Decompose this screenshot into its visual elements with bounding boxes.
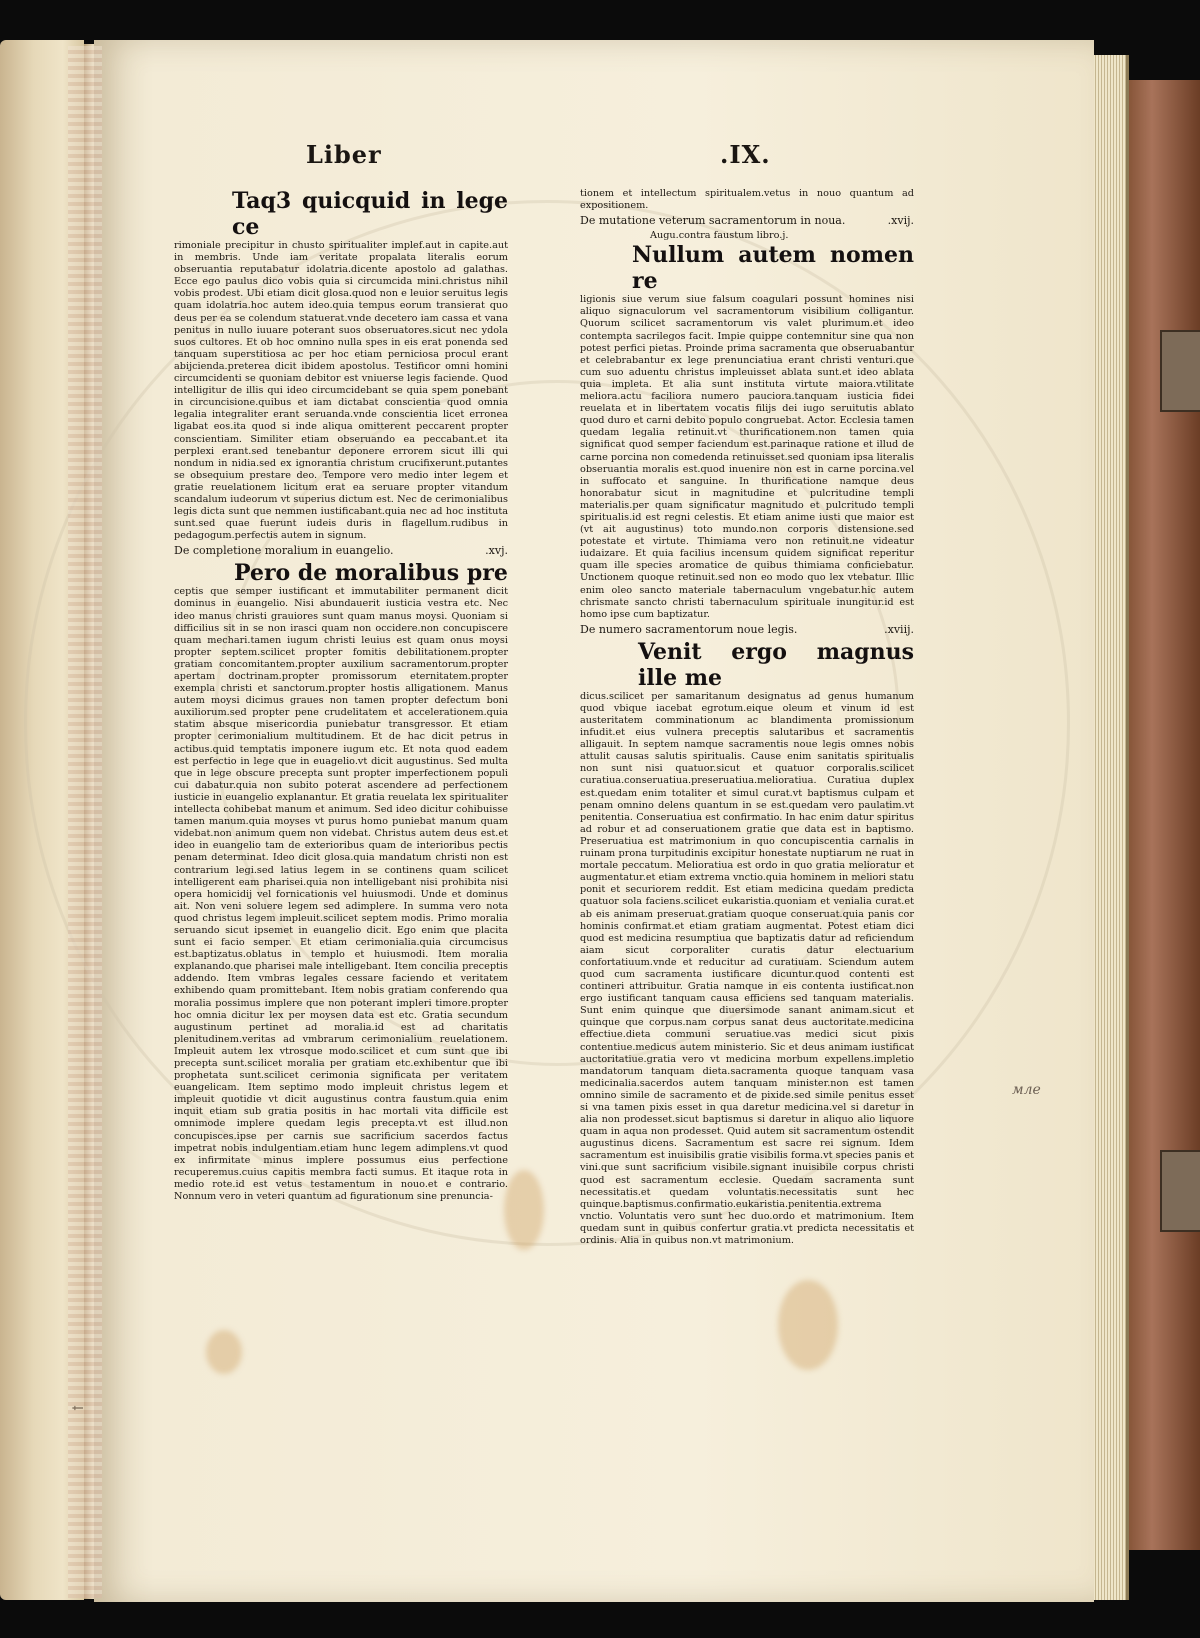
chapter-rubric: [174, 544, 508, 558]
chapter-number: .xvj.: [485, 544, 508, 558]
running-head-left: Liber: [306, 140, 382, 169]
rubric-title: De mutatione veterum sacramentorum in noua.: [580, 214, 846, 228]
clasp-upper: [1160, 330, 1200, 412]
left-text-column: [174, 188, 508, 1203]
body-paragraph: rimoniale precipitur in chusto spiritualiter implef.aut in capite.aut in membris. Unde iam veritate propalata literalis eorum obseruantia reputabatur idolatria.dicente apostolo ad galathas. Ecce ego paulus dico vobis quia si circumcida mini.christus nihil vobis prodest. Ubi etiam dicit glosa.quod non e leuior seruitus legis quam idolatria.hoc autem ideo.quia tempus eorum transierat quo deus per ea se colendum statuerat.vnde decetero iam cassa et vana penitus in nullo iuuare poterant suos obseruatores.sicut nec ydola suos cultores. Et ob hoc omnino nulla spes in eis erat ponenda sed tanquam superstitiosa ac per hoc etiam perniciosa procul erant abijcienda.preterea dicit ibidem apostolus. Testificor omni homini circumcidenti se quoniam debitor est vniuerse legis faciende. Quod intelligitur de illis qui ideo circumcidebant se quia spem ponebant in circuncisione.quibus et iam dictabat conscientia quod omnia legalia integraliter erant seruanda.vnde conscientia licet erronea ligabat eos.ita quod si inde aliqua omitterent peccarent propter conscientiam. Similiter etiam obseruando ea peccabant.et ita perplexi erant.sed tenebantur deponere errorem sicut illi qui nondum in nidia.sed ex ignorantia christum crucifixerunt.putantes se obsequium prestare deo. Tempore vero medio inter legem et gratie reuelationem licitum erat ea seruare propter vitandum scandalum iudeorum vt superius dictum est. Nec de cerimonialibus legis dicta sunt que nemmen iustificabant.quia nec ad hoc instituta sunt.sed quae fuerunt iudeis duris in flagellum.rudibus in pedagogum.perfectis autem in signum.: [174, 240, 508, 542]
running-head-right: .IX.: [720, 140, 771, 169]
source-note: Augu.contra faustum libro.j.: [650, 230, 789, 242]
section-opening: Taq3 quicquid in lege ce: [232, 188, 508, 240]
right-text-column: [580, 188, 914, 1247]
body-paragraph: tionem et intellectum spiritualem.vetus in nouo quantum ad expositionem.: [580, 188, 914, 212]
clasp-lower: [1160, 1150, 1200, 1232]
chapter-number: .xvij.: [887, 214, 914, 228]
rubric-title: De completione moralium in euangelio.: [174, 544, 394, 558]
body-paragraph: dicus.scilicet per samaritanum designatus ad genus humanum quod vbique iacebat egrotum.eique oleum et vinum id est austeritatem comminationum ac blandimenta promissionum infudit.et eius vulnera preceptis salutaribus et sacramentis alligauit. In septem namque sacramentis noue legis omnes nobis attulit causas salutis spiritualis. Cause enim sanitatis spiritualis non sunt nisi quatuor.sicut et quatuor corporalis.scilicet curatiua.conseruatiua.preseruatiua.melioratiua. Curatiua duplex est.quedam enim totaliter et simul curat.vt baptismus culpam et penam omnino delens quantum in se est.quedam vero paulatim.vt penitentia. Conseruatiua est confirmatio. In hac enim datur spiritus ad robur et ad conseruationem gratie que data est in baptismo. Preseruatiua est matrimonium in quo concupiscentia carnalis in ruinam prona turpitudinis excipitur honestate nuptiarum ne ruat in mortale peccatum. Melioratiua est ordo in quo gratia melioratur et augmentatur.et etiam extrema vnctio.quia hominem in meliori statu ponit et securiorem reddit. Est etiam medicina quedam predicta quatuor sola faciens.scilicet eukaristia.quoniam et venialia curat.et ab eis animam preseruat.gratiam quoque conseruat.quia panis cor hominis confirmat.et etiam gratiam augmentat. Potest etiam dici quod est medicina resumptiua que baptizatis datur ad reficiendum aiam sicut corporaliter curatis datur electuarium confortatiuum.vnde et reducitur ad curatiuam. Sciendum autem quod cum sacramenta iustificare dicuntur.quod contenti est contineri attribuitur. Gratia namque in eis contenta iustificat.non ergo iustificant tanquam causa efficiens sed tanquam materialis. Sunt enim quinque que diuersimode sanant animam.sicut et quinque que corpus.nam corpus sanat deus auctoritate.medicina effectiue.dieta communi seruatiue.vas medici sicut pixis contentiue.medicus autem ministerio. Sic et deus animam iustificat auctoritatiue.gratia vero vt medicina morbum expellens.impletio mandatorum tanquam dieta.sacramenta quoque tanquam vasa medicinalia.sacerdos autem tanquam minister.non est tamen omnino simile de sacramento et de pixide.sed simile penitus esset si vna tamen pixis esset in qua daretur medicina.vel si daretur in alia non prodesset.sicut baptismus si daretur in aliquo alio liquore quam in aqua non prodesset. Quid autem sit sacramentum ostendit augustinus dicens. Sacramentum est sacre rei signum. Idem sacramentum est inuisibilis gratie visibilis forma.vt species panis et vini.que sunt sacrificium visibile.signant inuisibile corpus christi quod est sacramentum ecclesie. Quedam sacramenta sunt necessitatis.et quedam voluntatis.necessitatis sunt hec quinque.baptismus.confirmatio.eukaristia.penitentia.extrema vnctio. Voluntatis vero sunt hec duo.ordo et matrimonium. Item quedam sunt in quibus confertur gratia.vt predicta necessitatis et ordinis. Alia in quibus non.vt matrimonium.: [580, 690, 914, 1247]
foxing-stain: [206, 1330, 242, 1374]
chapter-rubric: [580, 623, 914, 637]
body-paragraph: ligionis siue verum siue falsum coagulari possunt homines nisi aliquo signaculorum vel sacramentorum visibilium colligantur. Quorum scilicet sacramentorum vis valet plurimum.et ideo contempta sacrilegos facit. Impie quippe contemnitur sine qua non potest perfici pietas. Proinde prima sacramenta que obseruabantur et celebrabantur ex lege prenunciatiua erant christi venturi.que cum suo aduentu christus impleuisset ablata sunt.et ideo ablata quia impleta. Et alia sunt instituta virtute maiora.vtilitate meliora.actu faciliora numero pauciora.tanquam iusticia fidei reuelata et in libertatem vocatis filijs dei iugo seruitutis ablato quod duro et carni debito populo congruebat. Actor. Ecclesia tamen quedam legalia retinuit.vt thurificationem.non tamen quia significat quod semper faciendum est.parinaque ratione et illud de carne porcina non comedenda retinuisset.sed quoniam ipsa literalis obseruantia moralis est.quod inuenire non est in carne porcina.vel in suffocato et sanguine. In thurificatione namque deus honorabatur sicut in magnitudine et pulcritudine templi materialis.per quam significatur magnitudo et pulcritudo templi spiritualis.id est regni celestis. Et etiam anime iusti que maior est (vt ait augustinus) toto mundo.non corporis distensione.sed potestate et virtute. Thimiama vero non retinuit.ne videatur iudaizare. Et quia facilius incensum quidem significat reperitur quam ille species aromatice de quibus thimiama conficiebatur. Unctionem quoque retinuit.sed non eo modo quo lex vtebatur. Illic enim oleo sancto materiale tabernaculum vngebatur.hic autem chrismate sancto christi tabernaculum spirituale inungitur.id est homo ipse cum baptizatur.: [580, 294, 914, 620]
edge-mark: ꝉ: [70, 1405, 87, 1411]
section-opening: Venit ergo magnus ille me: [638, 638, 914, 691]
body-paragraph: ceptis que semper iustificant et immutabiliter permanent dicit dominus in euangelio. Nisi abundauerit iusticia vestra etc. Nec ideo manus christi grauiores sunt quam manus moysi. Quoniam si difficilius sit in se non irasci quam non occidere.non concupiscere quam mechari.tamen iugum christi leuius est quam onus moysi propter septem.scilicet propter fomitis debilitationem.propter gratiam concomitantem.propter auxilium sacramentorum.propter apertam doctrinam.propter promissorum eternitatem.propter exempla christi et sanctorum.propter hostis alligationem. Manus autem moysi dicimus graues non tamen propter defectum boni auxiliorum.sed propter pene crudelitatem et accelerationem.quia statim absque misericordia puniebatur transgressor. Et etiam propter cerimonialium multitudinem. Et de hac dicit petrus in actibus.quid temptatis imponere iugum etc. Et nota quod eadem est perfectio in lege que in euagelio.vt dicit augustinus. Sed multa que in lege obscure precepta sunt propter imperfectionem populi cui dabatur.quia non subito poterat ascendere ad perfectionem iusticie in euangelio explanantur. Et gratia reuelata lex spiritualiter intellecta cohibebat manum et animum. Sed ideo dicitur cohibuisse tamen manum.quia moyses vt purus homo puniebat manum quam videbat.non animum quem non videbat. Christus autem deus est.et ideo in euangelio tam de exterioribus quam de interioribus pectis penam determinat. Ideo dicit glosa.quia mandatum christi non est contrarium legi.sed latius legem in se continens quam scilicet intelligerent eam pharisei.quia non intelligebant nisi prohibita nisi opera homicidij vel fornicationis vel huiusmodi. Unde et dominus ait. Non veni soluere legem sed adimplere. In summa vero nota quod christus legem impleuit.scilicet septem modis. Primo moralia seruando sicut ipsemet in euangelio dicit. Ego enim que placita sunt ei facio semper. Et etiam cerimonialia.quia circumcisus est.baptizatus.oblatus in templo et huiusmodi. Item moralia explanando.que pharisei male intelligebant. Item concilia preceptis addendo. Item vmbras legales cessare faciendo et veritatem exhibendo quam promittebant. Item nobis gratiam conferendo qua moralia possimus implere que non poterant impleri timore.propter hoc omnia dicitur lex per moysen data est etc. Gratia secundum augustinum pertinet ad moralia.id est ad charitatis plenitudinem.veritas ad vmbrarum cerimonialium reuelationem. Impleuit autem lex vtrosque modo.scilicet et cum sunt que ibi precepta sunt.scilicet moralia per gratiam etc.exhibentur que ibi prophetata sunt.scilicet cerimonia significata per veritatem euangelicam. Item septimo modo impleuit christus legem et impleuit quotidie vt dicit augustinus contra faustum.quia enim inquit etiam sub gratia positis in hac mortali vita difficile est omnimode implere quedam legis precepta.vt est illud.non concupisces.ipse per carnis sue sacrificium sacerdos factus impetrat nobis indulgentiam.etiam hunc legem adimplens.vt quod ex infirmitate minus implere possumus eius perfectione recuperemus.cuius capitis membra facti sumus. Et itaque rota in medio rote.id est vetus testamentum in nouo.et e contrario. Nonnum vero in veteri quantum ad figurationum sine prenuncia-: [174, 586, 508, 1203]
chapter-rubric: [580, 214, 914, 228]
section-opening: Nullum autem nomen re: [632, 242, 914, 295]
book-cover: [1120, 80, 1200, 1550]
foxing-stain: [504, 1170, 544, 1250]
gutter-shadow: [68, 46, 102, 1598]
foxing-stain: [778, 1280, 838, 1370]
rubric-title: De numero sacramentorum noue legis.: [580, 622, 798, 636]
chapter-number: .xviij.: [884, 622, 914, 636]
marginal-annotation: мле: [1012, 1082, 1041, 1098]
section-opening: Pero de moralibus pre: [234, 560, 508, 587]
